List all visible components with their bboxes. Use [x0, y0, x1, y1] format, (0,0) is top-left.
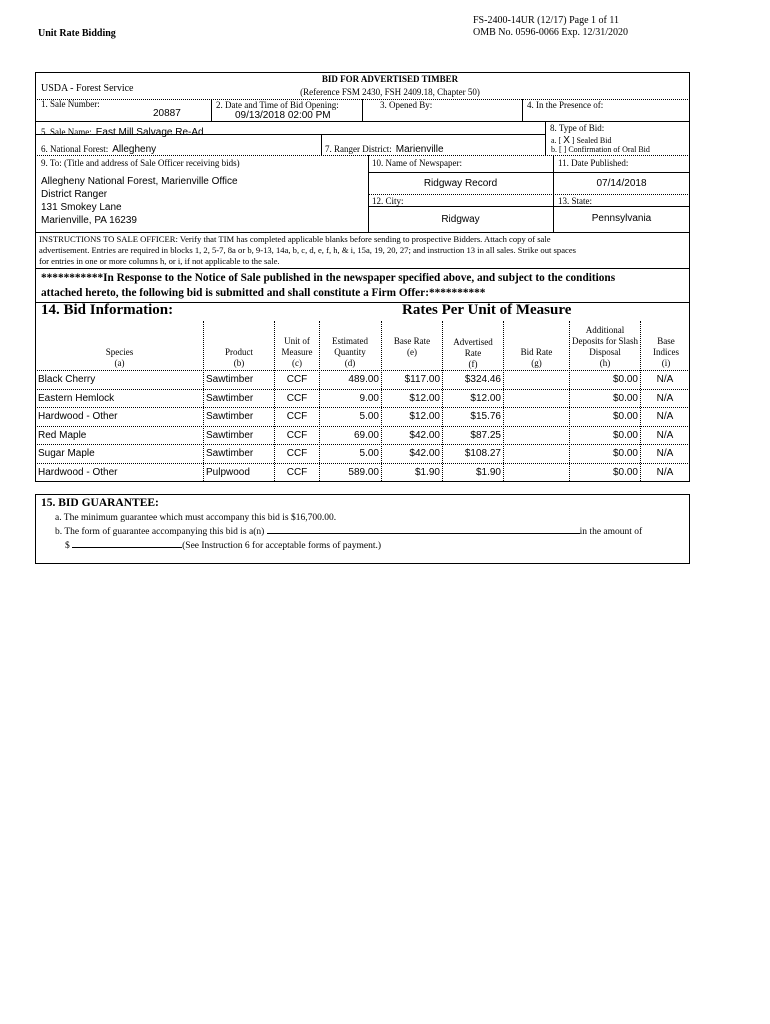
presence-label: 4. In the Presence of:: [527, 100, 604, 110]
cell-product: Sawtimber: [206, 448, 254, 459]
city-label: 12. City:: [372, 196, 404, 206]
cell-base-rate: $1.90: [414, 466, 440, 478]
sale-number-label: 1. Sale Number:: [41, 99, 100, 109]
row-divider: [35, 370, 690, 371]
cell-species: Black Cherry: [38, 374, 96, 385]
form-title: Unit Rate Bidding: [38, 28, 116, 39]
guarantee-form-field[interactable]: [267, 524, 580, 534]
guarantee-form-line: b. The form of guarantee accompanying this bid is a(n) in the amount of: [55, 524, 685, 538]
divider: [368, 194, 690, 195]
cell-base-rate: $42.00: [409, 429, 440, 441]
address-line: Marienville, PA 16239: [41, 215, 137, 226]
guarantee-minimum: a. The minimum guarantee which must accompany this bid is $16,700.00.: [55, 513, 337, 523]
cell-base-index: N/A: [656, 411, 674, 422]
cell-product: Sawtimber: [206, 429, 254, 441]
instructions: [39, 234, 685, 267]
divider: [545, 121, 546, 155]
column-divider: [640, 321, 641, 481]
divider: [35, 232, 690, 233]
cell-product: Pulpwood: [206, 466, 250, 478]
cell-product: Sawtimber: [206, 411, 254, 422]
bid-guarantee-heading: 15. BID GUARANTEE:: [41, 497, 159, 509]
column-header-base-rate: Base Rate (e): [393, 336, 431, 357]
cell-species: Sugar Maple: [38, 448, 95, 459]
ranger-district-value: Marienville: [395, 144, 444, 155]
rates-heading: Rates Per Unit of Measure: [402, 302, 572, 318]
ranger-district-label: 7. Ranger District:: [325, 144, 392, 154]
cell-quantity: 589.00: [348, 466, 379, 478]
cell-base-rate: $12.00: [409, 411, 440, 422]
cell-slash-deposit: $0.00: [612, 392, 638, 404]
national-forest-field: [41, 139, 156, 157]
cell-unit: CCF: [286, 429, 308, 441]
divider: [362, 99, 363, 121]
cell-base-index: N/A: [656, 448, 674, 459]
column-divider: [203, 321, 204, 481]
cell-slash-deposit: $0.00: [612, 448, 638, 459]
cell-slash-deposit: $0.00: [612, 429, 638, 441]
address-line: 131 Smokey Lane: [41, 202, 122, 213]
instruction-line: advertisement. Entries are required in blocks 1, 2, 5-7, 8a or b, 9-13, 14a, b, c, d, e, f, h, & i, 15a, 19, 20, 27; and instruction 13 in all sales. Strike out spaces: [39, 245, 576, 255]
cell-quantity: 5.00: [359, 448, 379, 459]
cell-slash-deposit: $0.00: [612, 411, 638, 422]
guarantee-amount-line: $ (See Instruction 6 for acceptable forms of payment.): [55, 538, 685, 552]
omb-number: OMB No. 0596-0066 Exp. 12/31/2020: [473, 27, 628, 38]
cell-base-index: N/A: [656, 429, 674, 441]
divider: [321, 134, 322, 155]
cell-unit: CCF: [286, 448, 308, 459]
cell-species: Hardwood - Other: [38, 411, 118, 422]
cell-unit: CCF: [286, 466, 308, 478]
cell-advertised-rate: $108.27: [464, 448, 501, 459]
cell-base-rate: $117.00: [404, 374, 440, 385]
sale-name-label: 5. Sale Name:: [41, 127, 92, 137]
column-header-bid-rate: Bid Rate (g): [520, 347, 553, 368]
divider: [35, 268, 690, 269]
cell-advertised-rate: $87.25: [470, 429, 501, 441]
column-divider: [319, 321, 320, 481]
cell-slash-deposit: $0.00: [612, 466, 638, 478]
firm-offer-statement: [41, 271, 615, 301]
address-line: District Ranger: [41, 189, 108, 200]
column-divider: [381, 321, 382, 481]
offer-line: ***********In Response to the Notice of Sale published in the newspaper specified above, and subject to the conditions: [41, 272, 616, 284]
sale-name-value: East Mill Salvage Re-Ad: [95, 127, 204, 138]
row-divider: [35, 407, 690, 408]
bid-guarantee-text: [55, 512, 685, 552]
column-header-quantity: Estimated Quantity (d): [332, 336, 368, 368]
newspaper-value: Ridgway Record: [423, 178, 498, 189]
instruction-line: for entries in one or more columns h, or i, if not applicable to the sale.: [39, 256, 280, 266]
form-number-block: [473, 15, 628, 39]
cell-unit: CCF: [286, 374, 308, 385]
column-header-slash-disposal: Additional Deposits for Slash Disposal (h): [572, 325, 638, 368]
column-header-species: Species (a): [105, 347, 134, 368]
cell-advertised-rate: $12.00: [470, 392, 501, 404]
column-divider: [274, 321, 275, 481]
national-forest-label: 6. National Forest:: [41, 144, 109, 154]
cell-base-rate: $12.00: [409, 392, 440, 404]
cell-slash-deposit: $0.00: [612, 374, 638, 385]
cell-advertised-rate: $324.46: [464, 374, 501, 385]
national-forest-value: Allegheny: [112, 144, 157, 155]
divider: [368, 172, 690, 173]
column-header-product: Product (b): [225, 347, 253, 368]
form-number: FS-2400-14UR (12/17) Page 1 of 11: [473, 15, 620, 26]
cell-quantity: 9.00: [359, 392, 379, 404]
instruction-line: INSTRUCTIONS TO SALE OFFICER: Verify that TIM has completed applicable blanks before sending to prospective Bidders. Attach copy of sale: [39, 234, 551, 244]
bid-information-heading: 14. Bid Information:: [41, 302, 174, 318]
date-published-label: 11. Date Published:: [558, 158, 629, 168]
cell-species: Red Maple: [38, 429, 87, 441]
sale-name-field: [41, 122, 204, 140]
column-divider: [503, 321, 504, 481]
sealed-bid-option[interactable]: a. [ X ] Sealed Bid: [551, 135, 612, 146]
cell-quantity: 489.00: [348, 374, 379, 385]
offer-line: attached hereto, the following bid is submitted and shall constitute a Firm Offer:**********: [41, 287, 486, 299]
column-header-unit: Unit of Measure (c): [281, 336, 313, 368]
bid-opening-label: 2. Date and Time of Bid Opening:: [216, 100, 339, 110]
bid-title: BID FOR ADVERTISED TIMBER: [321, 74, 459, 84]
bid-opening-value: 09/13/2018 02:00 PM: [235, 110, 331, 121]
sale-number-value: 20887: [153, 108, 181, 119]
cell-base-rate: $42.00: [409, 448, 440, 459]
sealed-bid-mark: X: [563, 135, 570, 146]
divider: [211, 99, 212, 121]
sale-officer-label: 9. To: (Title and address of Sale Officer receiving bids): [41, 158, 240, 168]
cell-base-index: N/A: [656, 392, 674, 404]
ranger-district-field: [325, 139, 444, 157]
row-divider: [35, 426, 690, 427]
cell-unit: CCF: [286, 392, 308, 404]
column-divider: [442, 321, 443, 481]
sale-officer-address: [41, 175, 238, 227]
row-divider: [35, 444, 690, 445]
divider: [368, 206, 690, 207]
row-divider: [35, 481, 690, 482]
cell-base-index: N/A: [656, 374, 674, 385]
date-published-value: 07/14/2018: [596, 178, 647, 189]
state-label: 13. State:: [558, 196, 592, 206]
cell-advertised-rate: $15.76: [470, 411, 501, 422]
state-value: Pennsylvania: [591, 213, 652, 224]
city-value: Ridgway: [441, 214, 480, 225]
type-of-bid-options: [551, 136, 650, 154]
column-divider: [569, 321, 570, 481]
column-header-base-indices: Base Indices (i): [653, 336, 679, 368]
cell-quantity: 5.00: [359, 411, 379, 422]
bid-reference: (Reference FSM 2430, FSH 2409.18, Chapter 50): [300, 87, 480, 97]
row-divider: [35, 389, 690, 390]
opened-by-label: 3. Opened By:: [380, 100, 433, 110]
guarantee-amount-field[interactable]: [72, 538, 182, 548]
agency-name: USDA - Forest Service: [41, 83, 134, 94]
cell-base-index: N/A: [656, 466, 674, 478]
cell-species: Hardwood - Other: [38, 466, 118, 478]
cell-species: Eastern Hemlock: [38, 392, 115, 404]
cell-unit: CCF: [286, 411, 308, 422]
column-header-advertised-rate: Advertised Rate (f): [453, 337, 493, 369]
row-divider: [35, 463, 690, 464]
newspaper-label: 10. Name of Newspaper:: [372, 158, 462, 168]
cell-product: Sawtimber: [206, 374, 254, 385]
oral-bid-option[interactable]: b. [ ] Confirmation of Oral Bid: [551, 145, 650, 154]
cell-product: Sawtimber: [206, 392, 254, 404]
type-of-bid-label: 8. Type of Bid:: [550, 123, 605, 133]
divider: [522, 99, 523, 121]
cell-advertised-rate: $1.90: [475, 466, 501, 478]
address-line: Allegheny National Forest, Marienville Office: [41, 176, 238, 187]
cell-quantity: 69.00: [353, 429, 379, 441]
